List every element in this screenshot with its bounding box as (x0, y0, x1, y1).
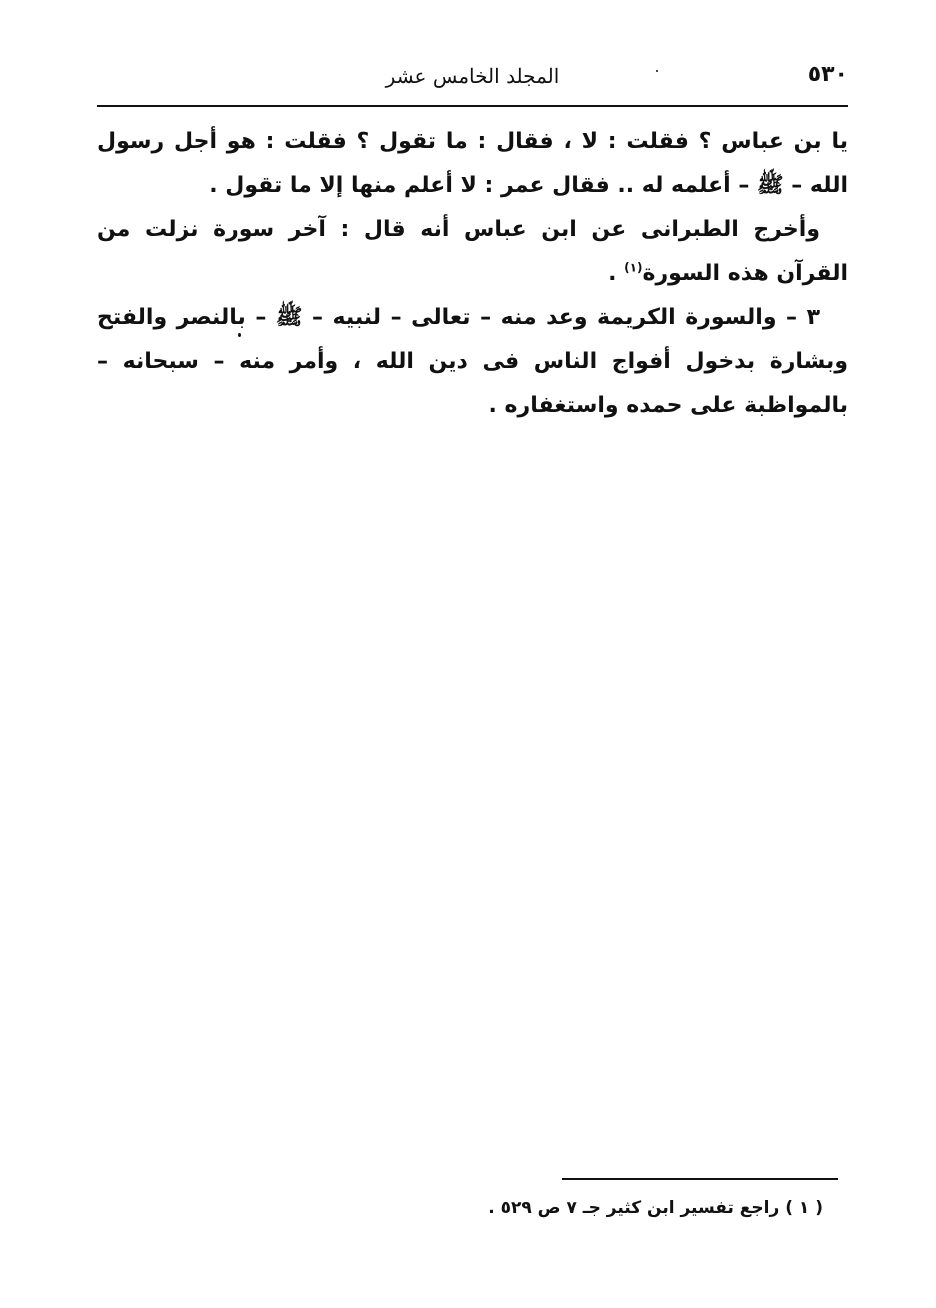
volume-title: المجلد الخامس عشر (385, 64, 560, 88)
page-header (97, 62, 848, 102)
page-number: ٥٣٠ (807, 62, 848, 87)
paragraph-2-end: . (608, 261, 625, 286)
footnote-divider (562, 1178, 838, 1180)
paragraph-1: يا بن عباس ؟ فقلت : لا ، فقال : ما تقول ؟ فقلت : هو أجل رسول الله – ﷺ – أعلمه له .. فقال عمر : لا أعلم منها إلا ما تقول . (97, 129, 848, 198)
footnote: ( ١ ) راجع تفسير ابن كثير جـ ٧ ص ٥٢٩ . (488, 1198, 823, 1218)
paragraph-3: ٣ – والسورة الكريمة وعد منه – تعالى – لنبيه – ﷺ – بالنصر والفتح وبشارة بدخول أفواج الناس فى دين الله ، وأمر منه – سبحانه – بالمواظبة على حمده واستغفاره . (97, 305, 848, 418)
print-speck (656, 70, 658, 72)
footnote-reference: (١) (624, 260, 643, 275)
paragraph-2-text: وأخرج الطبرانى عن ابن عباس أنه قال : آخر سورة نزلت من القرآن هذه السورة (97, 217, 848, 286)
paragraph-2 (97, 208, 848, 296)
header-divider (97, 105, 848, 107)
body-text (97, 120, 848, 428)
print-speck (238, 333, 241, 337)
